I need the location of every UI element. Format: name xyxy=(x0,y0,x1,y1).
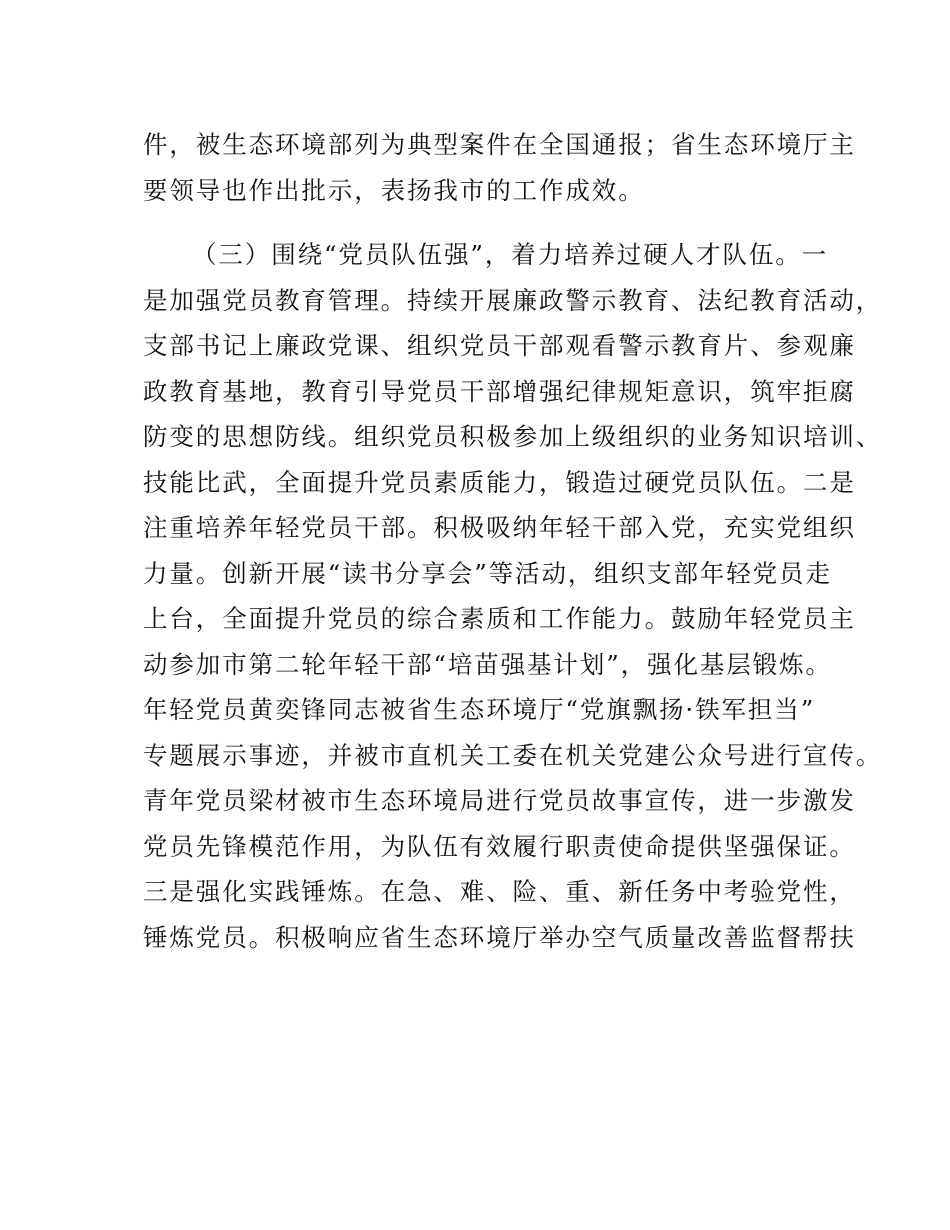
text-line: 支部书记上廉政党课、组织党员干部观看警示教育片、参观廉 xyxy=(143,331,856,360)
text-line: 政教育基地，教育引导党员干部增强纪律规矩意识，筑牢拒腐 xyxy=(143,376,856,406)
text-line: 是加强党员教育管理。持续开展廉政警示教育、法纪教育活动， xyxy=(143,285,883,315)
text-line: 上台，全面提升党员的综合素质和工作能力。鼓励年轻党员主 xyxy=(143,604,856,633)
text-line: 注重培养年轻党员干部。积极吸纳年轻干部入党，充实党组织 xyxy=(143,513,856,542)
text-line: 件，被生态环境部列为典型案件在全国通报；省生态环境厅主 xyxy=(143,130,856,159)
text-line: 力量。创新开展“读书分享会”等活动，组织支部年轻党员走 xyxy=(143,558,832,588)
text-line: 党员先锋模范作用，为队伍有效履行职责使命提供坚强保证。 xyxy=(143,831,856,861)
text-line: 技能比武，全面提升党员素质能力，锻造过硬党员队伍。二是 xyxy=(143,467,856,497)
text-line: 三是强化实践锤炼。在急、难、险、重、新任务中考验党性， xyxy=(143,877,856,906)
text-line: 锤炼党员。积极响应省生态环境厅举办空气质量改善监督帮扶 xyxy=(143,922,856,952)
paragraph-continuation xyxy=(143,122,856,213)
paragraph-section-three xyxy=(143,232,883,960)
text-line: 动参加市第二轮年轻干部“培苗强基计划”，强化基层锻炼。 xyxy=(143,649,832,679)
section-heading-line: （三）围绕“党员队伍强”，着力培养过硬人才队伍。一 xyxy=(192,240,829,269)
text-line: 年轻党员黄奕锋同志被省生态环境厅“党旗飘扬·铁军担当” xyxy=(143,695,816,724)
text-line: 专题展示事迹，并被市直机关工委在机关党建公众号进行宣传。 xyxy=(143,740,883,770)
text-line: 青年党员梁材被市生态环境局进行党员故事宣传，进一步激发 xyxy=(143,786,856,815)
text-line: 防变的思想防线。组织党员积极参加上级组织的业务知识培训、 xyxy=(143,422,883,451)
text-line: 要领导也作出批示，表扬我市的工作成效。 xyxy=(143,175,645,205)
